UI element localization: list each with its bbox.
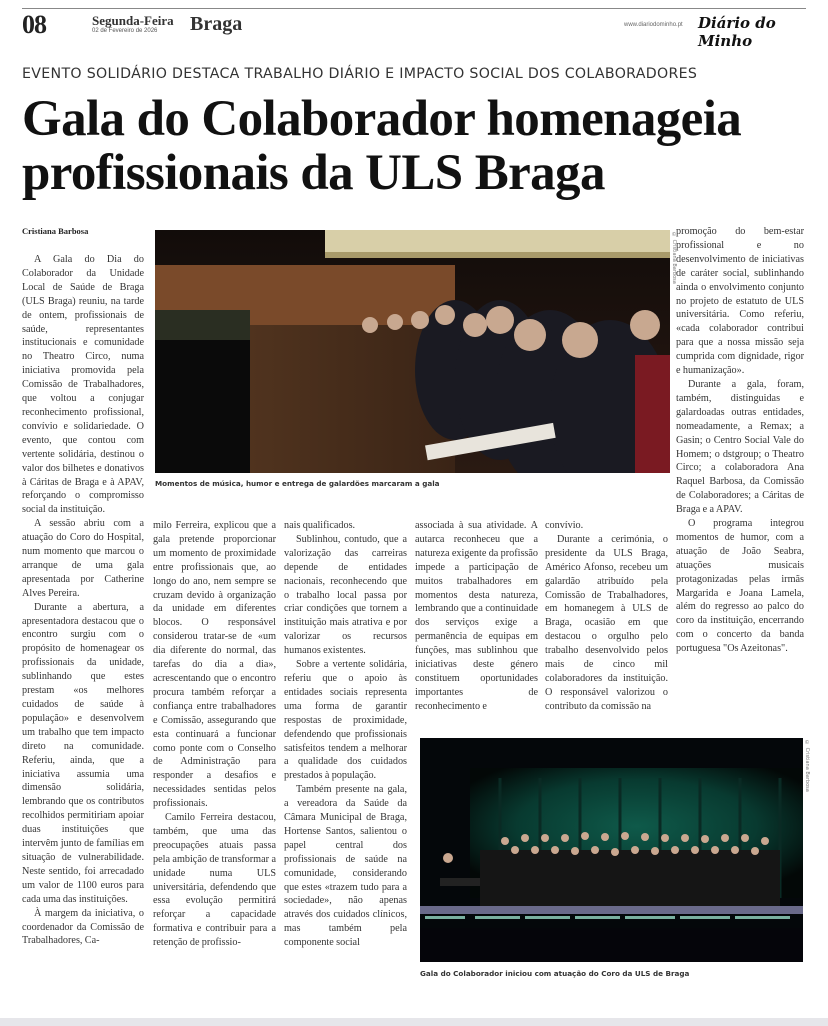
audience-photo-graphic xyxy=(155,230,670,473)
choir-photo-graphic xyxy=(420,738,803,962)
article-column-1 xyxy=(22,253,144,948)
headline-line-1: Gala do Colaborador homenageia xyxy=(22,91,742,147)
photo-credit: © Cristiana Barbosa xyxy=(671,232,677,284)
paragraph: Camilo Ferreira destacou, também, que uma das preocupações atuais passa pela ambição de transformar a unidade numa ULS universitária, defendendo que essa evolução permitirá reforçar a capacidade formativa e contribuir para a retenção de profissio- xyxy=(153,812,276,949)
paragraph: convívio. xyxy=(545,520,584,531)
website-url[interactable]: www.diariodominho.pt xyxy=(624,22,683,28)
publication-date: 02 de Fevereiro de 2026 xyxy=(92,28,158,34)
header-rule xyxy=(22,8,806,9)
article-kicker: EVENTO SOLIDÁRIO DESTACA TRABALHO DIÁRIO E IMPACTO SOCIAL DOS COLABORADORES xyxy=(22,66,698,82)
paragraph: Sublinhou, contudo, que a valorização das carreiras depende de entidades nacionais, reconhecendo que o trabalho local passa por criar condições que tornem a instituição mais atrativa e por valorizar os recursos humanos existentes. xyxy=(284,533,407,657)
paragraph: milo Ferreira, explicou que a gala pretende proporcionar um momento de proximidade entre profissionais que, ao longo do ano, nem sempre se cruzam devido à organização da unidade em diferentes blocos. O responsável considerou tratar-se de «um dia diferente do normal, das tarefas do dia a dia», acrescentando que o encontro procura também reforçar a confiança entre trabalhadores e Comissão, assegurando que esta continuará a funcionar como ponte com o Conselho de Administração para responder a desafios e necessidades sentidas pelos profissionais. xyxy=(153,520,276,810)
section-name: Braga xyxy=(190,13,243,35)
viewer-bottom-bar xyxy=(0,1018,828,1026)
paragraph: A sessão abriu com a atuação do Coro do Hospital, num momento que marcou o arranque de uma gala apresentada por Catherine Alves Pereira. xyxy=(22,518,144,599)
paragraph: À margem da iniciativa, o coordenador da Comissão de Trabalhadores, Ca- xyxy=(22,907,144,947)
page-number: 08 xyxy=(22,10,46,39)
photo-credit: © Cristiana Barbosa xyxy=(804,740,810,792)
paragraph: nais qualificados. xyxy=(284,520,356,531)
photo-caption: Momentos de música, humor e entrega de galardões marcaram a gala xyxy=(155,479,440,488)
weekday: Segunda-Feira xyxy=(92,13,174,28)
headline-line-2: profissionais da ULS Braga xyxy=(22,145,605,201)
paragraph: Durante a gala, foram, também, distinguidas e galardoadas outras entidades, nomeadamente, a Remax; a Gasin; o Centro Social Vale do Homem; o dstgroup; o Theatro Circo; a colaboradora Ana Raquel Barbosa, da Comissão de Colaboradores; a Cáritas de Braga e a APAV. xyxy=(676,378,804,516)
paragraph: associada à sua atividade. A autarca reconheceu que a natureza exigente da profissão impede a participação de muitos trabalhadores em momentos desta natureza, lembrando que a continuidade dos serviços exige a permanência de equipas em funções, mas sublinhou que iniciativas deste género constituem oportunidades importantes de reconhecimento e xyxy=(415,520,539,712)
paragraph: A Gala do Dia do Colaborador da Unidade Local de Saúde de Braga (ULS Braga) reuniu, na tarde de ontem, profissionais de saúde, representantes institucionais e comunidade no Theatro Circo, numa iniciativa promovida pela Comissão de Trabalhadores, que voltou a conjugar reconhecimento profissional, convívio e solidariedade. O evento, que contou com vertente solidária, destinou o valor dos bilhetes e donativos à Cáritas de Braga e à APAV, reforçando o compromisso social da instituição. xyxy=(22,254,144,516)
article-column-4 xyxy=(415,519,538,714)
author-byline: Cristiana Barbosa xyxy=(22,226,89,236)
paragraph: promoção do bem-estar profissional e no desenvolvimento de iniciativas de caráter social, sublinhando ainda o envolvimento conjunto no projeto de estatuto de ULS universitária. Como referiu, «cada colaborador contribui para que a nossa missão seja cumprida com dignidade, rigor e humanização». xyxy=(676,226,804,377)
paragraph: O programa integrou momentos de humor, com a atuação de João Seabra, atuações musicais protagonizadas pelas irmãs Margarida e Joana Lamela, além do regresso ao palco do coro da instituição, encerrando com o concerto da banda portuguesa "Os Azeitonas". xyxy=(676,518,804,655)
article-column-2 xyxy=(153,519,276,950)
article-headline xyxy=(22,92,741,200)
paragraph: Durante a cerimónia, o presidente da ULS Braga, Américo Afonso, recebeu um galardão atribuído pela Comissão de Trabalhadores, em homanegem à ULS de Braga, ocasião em que destacou o orgulho pelo trabalho desenvolvido pelos mais de cinco mil colaboradores da instituição. O responsável valorizou o contributo da comissão na xyxy=(545,533,668,712)
newspaper-logo: Diário do Minho xyxy=(698,14,776,50)
paragraph: Sobre a vertente solidária, referiu que o apoio às entidades sociais representa uma forma de garantir respostas de proximidade, defendendo que profissionais satisfeitos tendem a melhorar a qualidade dos cuidados prestados à população. xyxy=(284,659,407,782)
article-column-5 xyxy=(545,519,668,714)
article-column-6 xyxy=(676,225,804,656)
audience-photo xyxy=(155,230,670,473)
paragraph: Durante a abertura, a apresentadora destacou que o encontro surgiu com o propósito de homenagear os profissionais da unidade, sublinhando que estes prestam «os melhores cuidados de saúde à população» e desenvolvem um trabalho que tem impacto direto na comunidade. Referiu, ainda, que a iniciativa assumia uma dimensão solidária, lembrando que os contributos recolhidos permitiriam apoiar duas instituições que intervêm junto de famílias em situação de vulnerabilidade. Neste sentido, foi arrecadado um valor de 1100 euros para cada uma das instituições. xyxy=(22,601,144,905)
photo-caption: Gala do Colaborador iniciou com atuação do Coro da ULS de Braga xyxy=(420,969,690,978)
choir-photo xyxy=(420,738,803,962)
paragraph: Também presente na gala, a vereadora da Saúde da Câmara Municipal de Braga, Hortense Santos, salientou o papel central dos profissionais de saúde na comunidade, considerando que estes «trazem tudo para a sociedade», não apenas através dos cuidados clínicos, mas também pela componente social xyxy=(284,784,407,949)
article-column-3 xyxy=(284,519,407,950)
